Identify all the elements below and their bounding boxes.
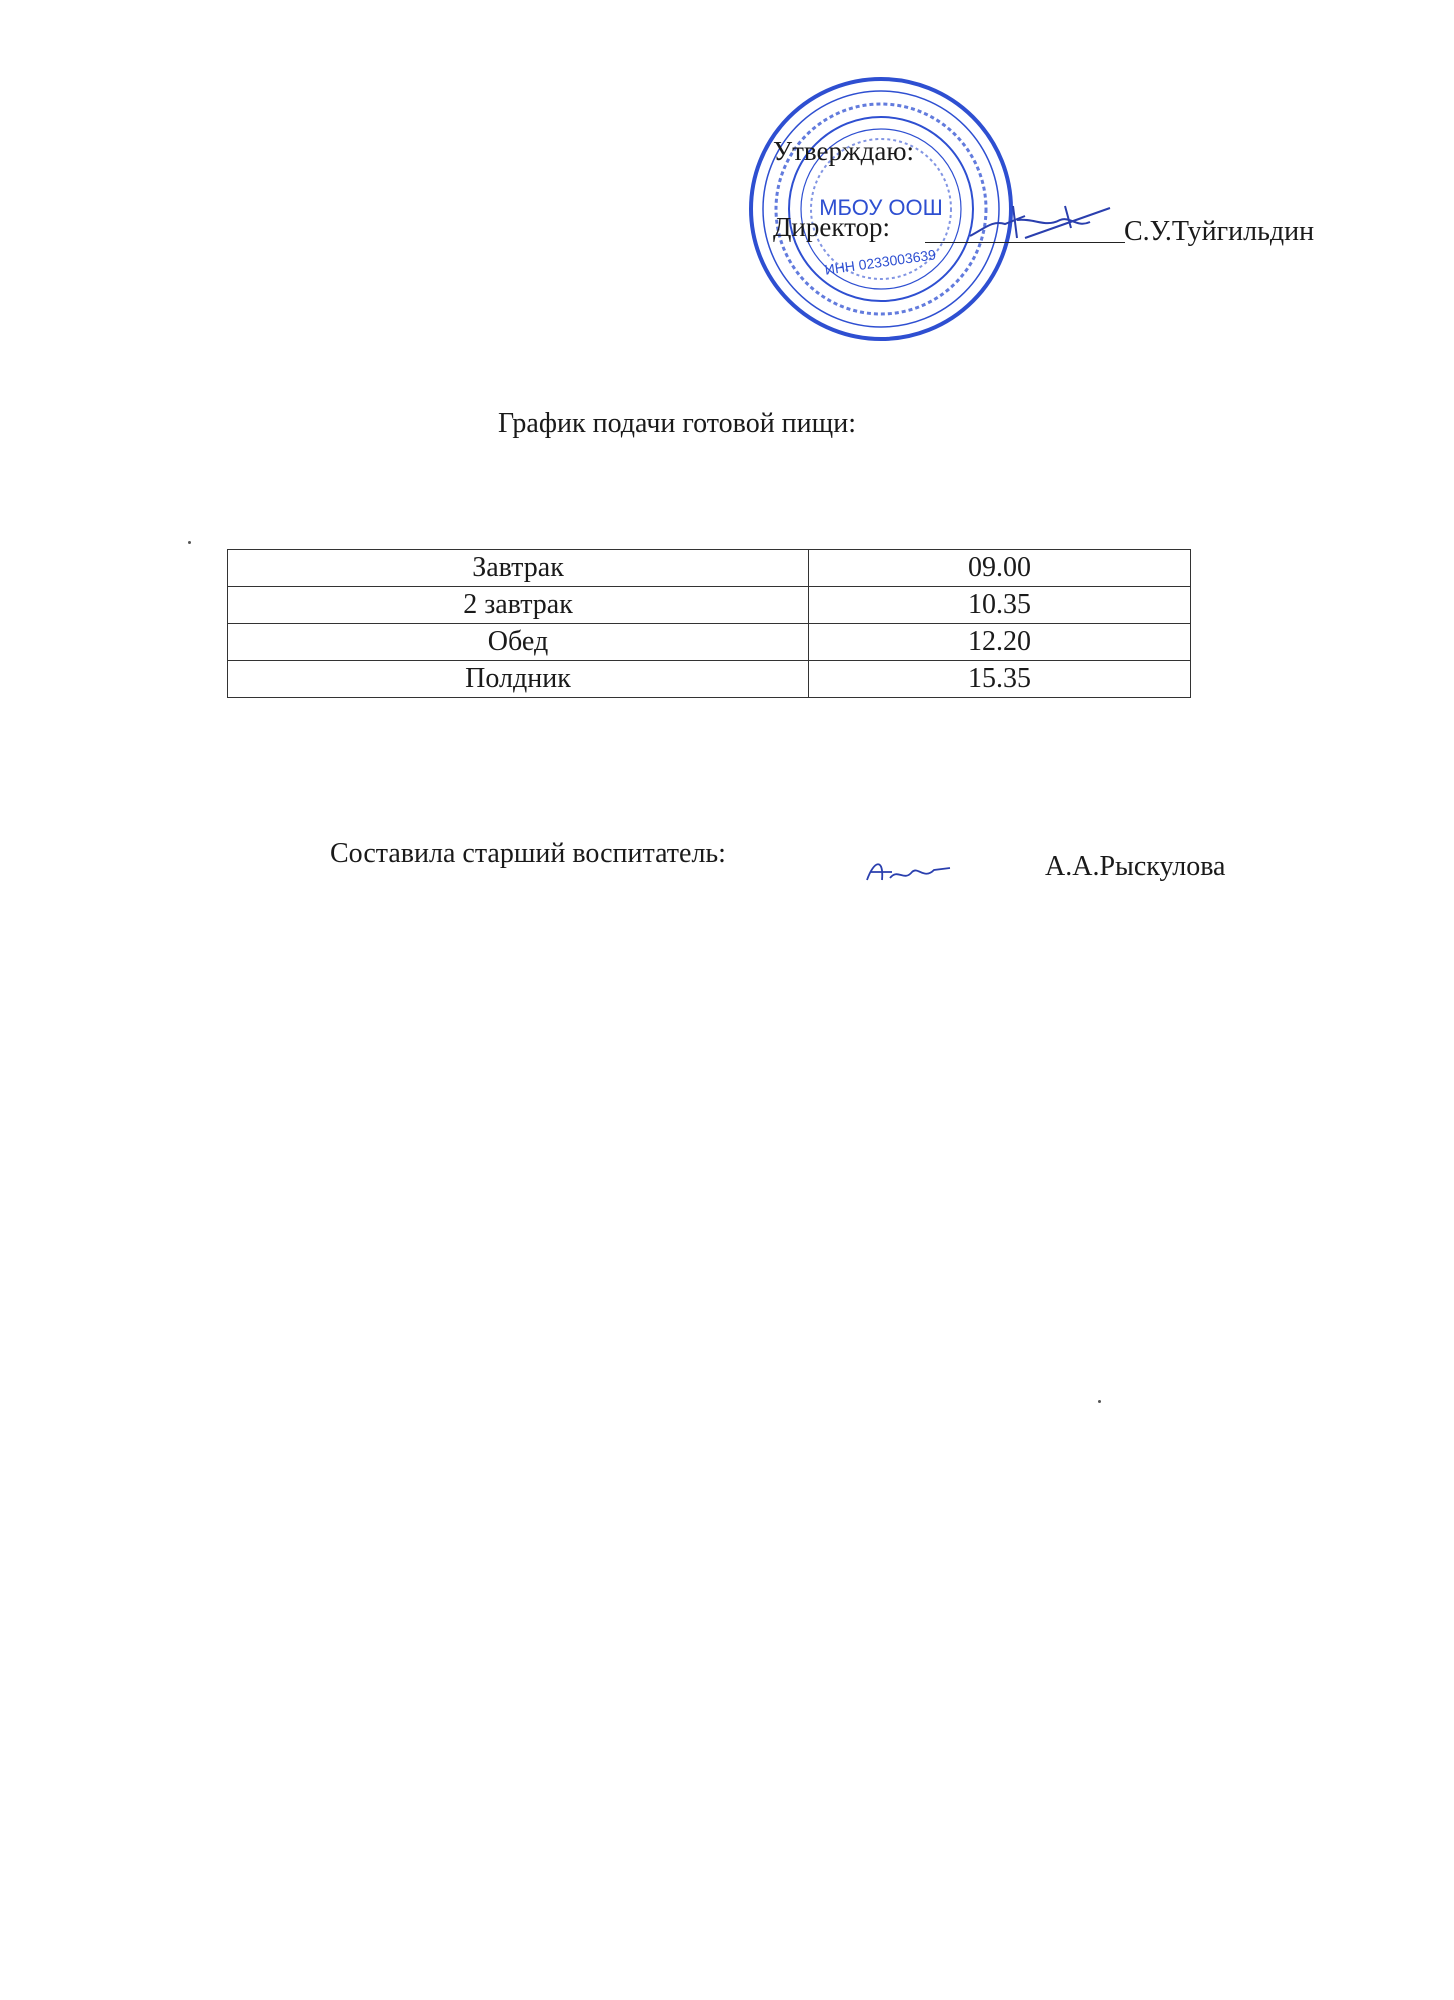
meal-time: 10.35 — [809, 587, 1191, 624]
seal-center-text: МБОУ ООШ — [819, 195, 943, 220]
director-signature-icon — [965, 198, 1115, 248]
meal-time: 12.20 — [809, 624, 1191, 661]
approve-label: Утверждаю: — [773, 136, 915, 166]
table-row — [228, 587, 1191, 624]
meal-name: Полдник — [228, 661, 809, 698]
meal-time: 15.35 — [809, 661, 1191, 698]
compiler-name: А.А.Рыскулова — [1045, 851, 1226, 882]
seal-inn-text: ИНН 0233003639 — [823, 246, 937, 278]
table-row — [228, 550, 1191, 587]
table-row — [228, 661, 1191, 698]
scan-speck — [1098, 1400, 1101, 1403]
meal-time: 09.00 — [809, 550, 1191, 587]
director-label: Директор: — [773, 212, 891, 242]
meal-name: 2 завтрак — [228, 587, 809, 624]
compiled-by-label: Составила старший воспитатель: — [330, 838, 726, 869]
page-title: График подачи готовой пищи: — [498, 408, 856, 439]
meal-schedule-table — [227, 549, 1191, 698]
table-row — [228, 624, 1191, 661]
meal-name: Завтрак — [228, 550, 809, 587]
compiler-signature-icon — [862, 850, 952, 890]
director-name: С.У.Туйгильдин — [1124, 216, 1315, 247]
meal-name: Обед — [228, 624, 809, 661]
scan-speck — [188, 541, 191, 544]
